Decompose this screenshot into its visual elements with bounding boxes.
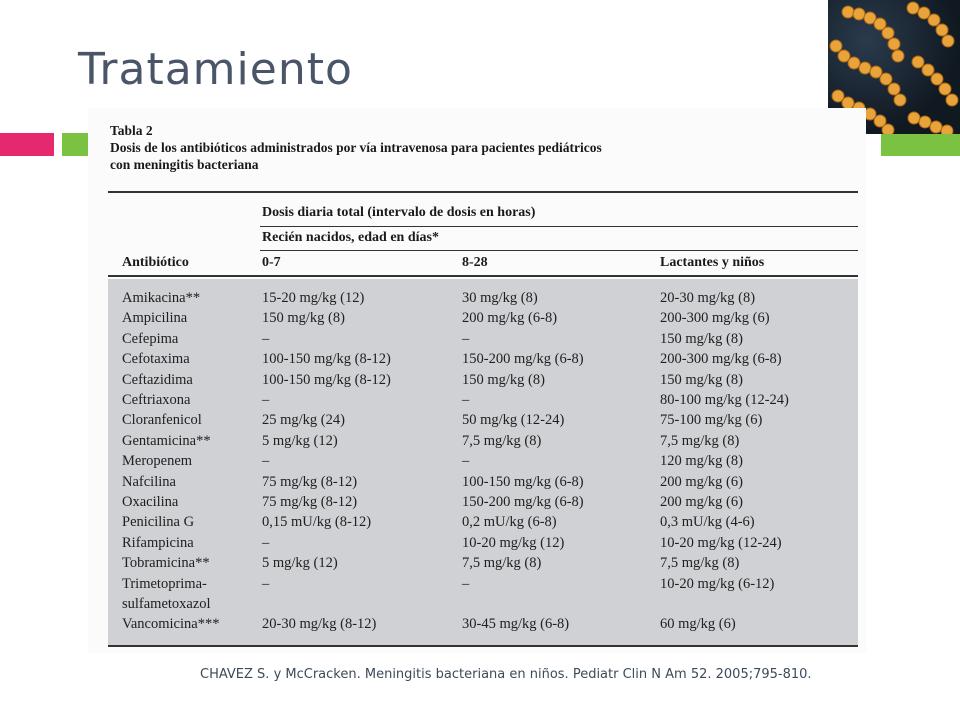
table-cell-dose: 10-20 mg/kg (6-12) <box>660 575 775 592</box>
table-cell-dose: 30-45 mg/kg (6-8) <box>462 616 570 633</box>
table-cell-antibiotic: Trimetoprima- <box>122 575 207 592</box>
table-cell-dose: – <box>262 575 270 592</box>
table-cell-antibiotic: Oxacilina <box>122 494 179 510</box>
table-cell-dose: 150 mg/kg (8) <box>262 310 345 327</box>
table-top-rule <box>108 191 858 193</box>
table-cell-dose: – <box>262 534 270 551</box>
table-cell-dose: 100-150 mg/kg (8-12) <box>262 351 391 368</box>
table-cell-dose: 150 mg/kg (8) <box>462 371 545 388</box>
table-cell-antibiotic: Cefotaxima <box>122 351 190 368</box>
table-cell-antibiotic: Ceftriaxona <box>122 392 191 408</box>
table-cell-antibiotic: Cefepima <box>122 330 179 347</box>
column-header-rule <box>108 275 858 277</box>
table-cell-dose: 15-20 mg/kg (12) <box>262 290 365 306</box>
table-cell-dose: – <box>262 392 270 408</box>
table-cell-dose: 7,5 mg/kg (8) <box>462 432 542 449</box>
table-cell-dose: 200 mg/kg (6) <box>660 494 743 510</box>
table-cell-dose: 200 mg/kg (6-8) <box>462 310 558 327</box>
table-cell-dose: 7,5 mg/kg (8) <box>462 555 542 572</box>
table-cell-dose: 200 mg/kg (6) <box>660 473 743 490</box>
table-cell-dose: 10-20 mg/kg (12-24) <box>660 534 782 551</box>
table-cell-dose: – <box>462 575 470 592</box>
table-cell-dose: 150 mg/kg (8) <box>660 371 743 388</box>
table-cell-dose: 30 mg/kg (8) <box>462 290 538 306</box>
group-header: Dosis diaria total (intervalo de dosis en horas) <box>262 205 536 220</box>
table-cell-dose: 7,5 mg/kg (8) <box>660 432 740 449</box>
table-cell-dose: 50 mg/kg (12-24) <box>462 412 565 429</box>
table-cell-antibiotic: Ceftazidima <box>122 371 193 388</box>
group-header-rule <box>260 226 858 227</box>
table-cell-dose: 100-150 mg/kg (6-8) <box>462 473 584 490</box>
table-cell-dose: 75 mg/kg (8-12) <box>262 494 358 510</box>
table-cell-dose: – <box>262 330 270 347</box>
table-cell-antibiotic: Ampicilina <box>122 310 188 327</box>
table-cell-dose: 120 mg/kg (8) <box>660 453 743 470</box>
table-cell-dose: 25 mg/kg (24) <box>262 412 345 429</box>
table-cell-dose: 0,2 mU/kg (6-8) <box>462 514 557 531</box>
table-label: Tabla 2 <box>110 123 153 138</box>
table-cell-antibiotic: Meropenem <box>122 453 193 470</box>
column-header-8-28: 8-28 <box>462 255 488 270</box>
table-cell-dose: 20-30 mg/kg (8-12) <box>262 616 377 633</box>
table-cell-dose: 0,3 mU/kg (4-6) <box>660 514 755 531</box>
table-cell-dose: 200-300 mg/kg (6-8) <box>660 351 782 368</box>
table-cell-dose: 7,5 mg/kg (8) <box>660 555 740 572</box>
table-cell-antibiotic: Vancomicina*** <box>122 616 220 633</box>
table-cell-dose: 10-20 mg/kg (12) <box>462 534 565 551</box>
table-cell-dose: – <box>462 453 470 470</box>
column-header-antibiotic: Antibiótico <box>122 255 189 270</box>
table-cell-antibiotic: sulfametoxazol <box>122 596 211 612</box>
table-cell-dose: 80-100 mg/kg (12-24) <box>660 392 789 408</box>
table-cell-dose: – <box>462 330 470 347</box>
table-cell-antibiotic: Penicilina G <box>122 514 195 531</box>
citation-caption: CHAVEZ S. y McCracken. Meningitis bacteriana en niños. Pediatr Clin N Am 52. 2005;795-810. <box>200 667 812 682</box>
table-cell-dose: 150-200 mg/kg (6-8) <box>462 351 584 368</box>
table-cell-antibiotic: Tobramicina** <box>122 555 210 572</box>
table-cell-dose: 75-100 mg/kg (6) <box>660 412 763 429</box>
table-cell-antibiotic: Nafcilina <box>122 473 176 490</box>
column-header-lactantes: Lactantes y niños <box>660 255 765 270</box>
table-bottom-rule <box>108 645 858 647</box>
table-cell-antibiotic: Cloranfenicol <box>122 412 202 429</box>
table-cell-dose: 150-200 mg/kg (6-8) <box>462 494 584 510</box>
table-cell-dose: 5 mg/kg (12) <box>262 432 338 449</box>
table-cell-dose: 200-300 mg/kg (6) <box>660 310 770 327</box>
table-cell-dose: 0,15 mU/kg (8-12) <box>262 514 372 531</box>
table-cell-dose: 150 mg/kg (8) <box>660 330 743 347</box>
table-cell-dose: 100-150 mg/kg (8-12) <box>262 371 391 388</box>
table-cell-dose: 75 mg/kg (8-12) <box>262 473 358 490</box>
table-cell-dose: – <box>262 453 270 470</box>
subgroup-header: Recién nacidos, edad en días* <box>262 230 439 245</box>
table-heading-line1: Dosis de los antibióticos administrados por vía intravenosa para pacientes pediátricos <box>110 140 602 155</box>
table-cell-antibiotic: Gentamicina** <box>122 432 211 449</box>
accent-bar-green-right <box>881 133 960 156</box>
table-body <box>108 279 858 645</box>
table-cell-dose: 5 mg/kg (12) <box>262 555 338 572</box>
antibiotic-dosage-table <box>88 108 866 653</box>
table-cell-dose: 60 mg/kg (6) <box>660 616 736 633</box>
subgroup-header-rule <box>260 250 858 251</box>
table-heading <box>110 122 602 173</box>
column-header-0-7: 0-7 <box>262 255 281 270</box>
table-cell-antibiotic: Rifampicina <box>122 534 194 551</box>
accent-bar-pink <box>0 133 54 156</box>
slide-title: Tratamiento <box>78 44 353 95</box>
table-cell-dose: 20-30 mg/kg (8) <box>660 290 756 306</box>
accent-bar-green-left <box>62 133 88 156</box>
table-cell-dose: – <box>462 392 470 408</box>
table-cell-antibiotic: Amikacina** <box>122 290 201 306</box>
table-heading-line2: con meningitis bacteriana <box>110 157 259 172</box>
